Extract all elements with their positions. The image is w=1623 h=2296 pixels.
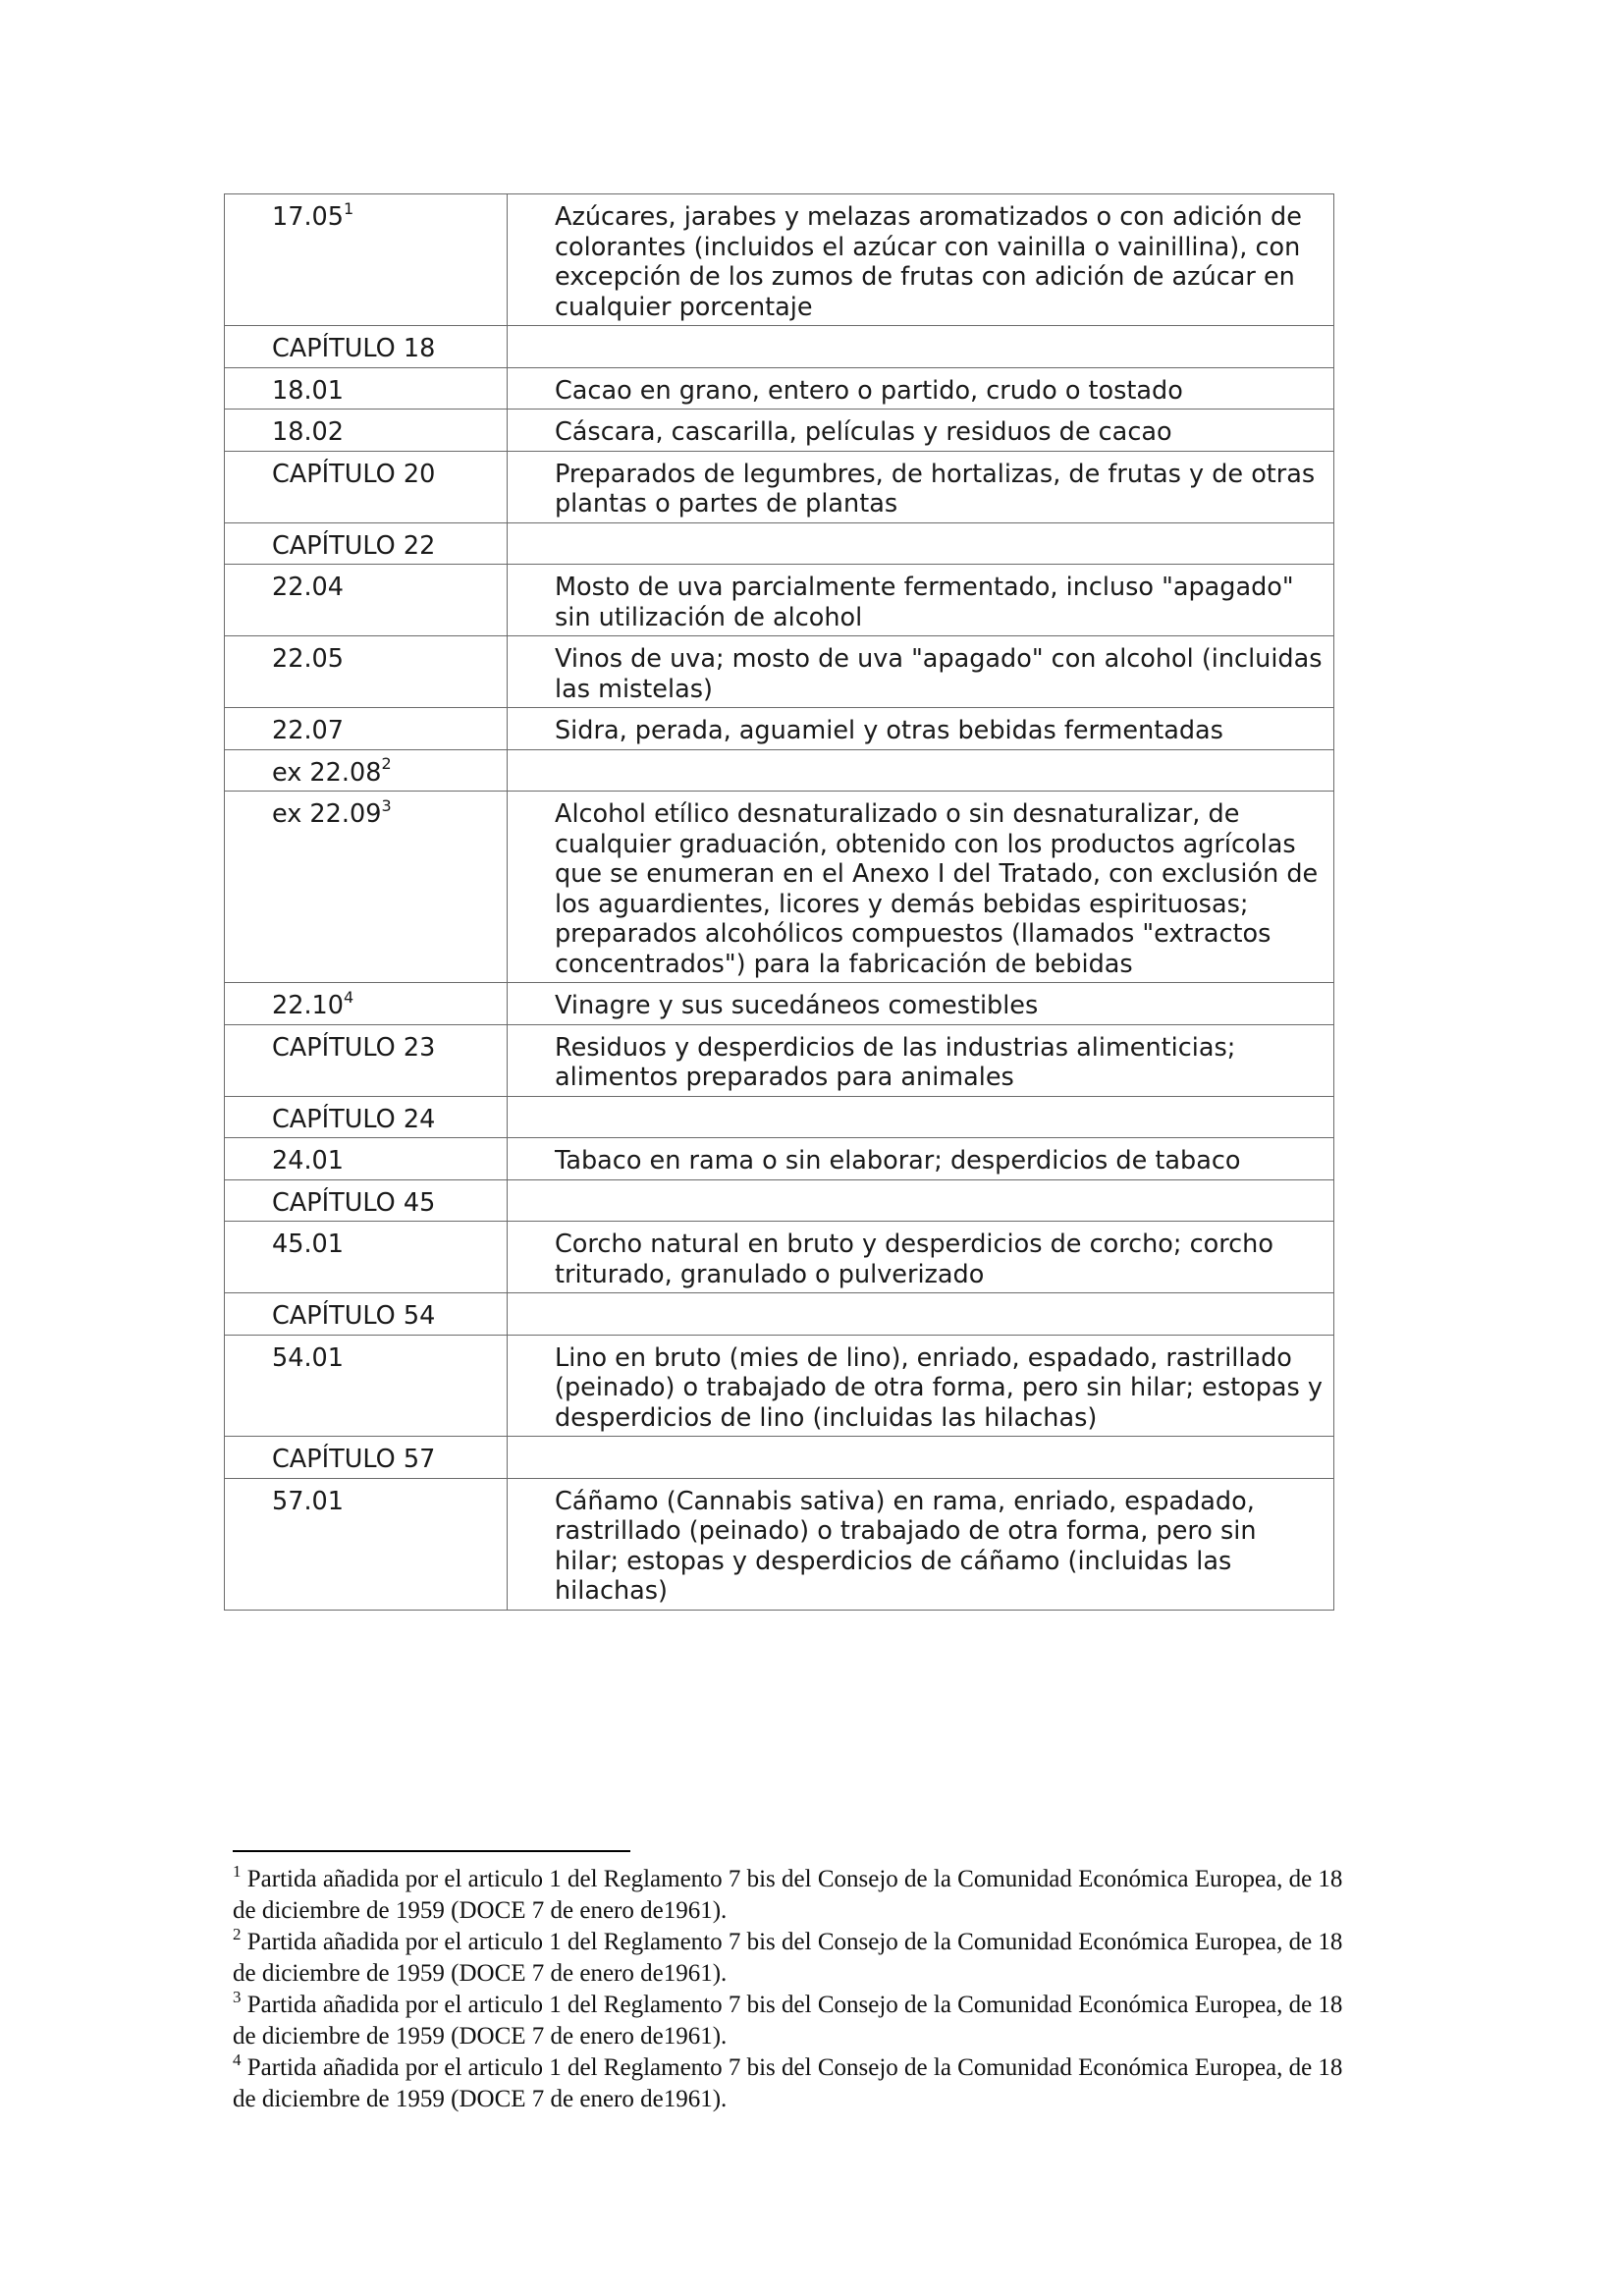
heading-code-cell [225, 451, 508, 522]
description-cell [508, 983, 1334, 1025]
footnote-number: 2 [233, 1924, 242, 1943]
table-row [225, 1437, 1334, 1479]
heading-code-cell [225, 522, 508, 565]
heading-code: CAPÍTULO 22 [272, 530, 436, 561]
description-cell [508, 522, 1334, 565]
description-cell [508, 1293, 1334, 1336]
heading-code-cell [225, 708, 508, 750]
table-row [225, 1478, 1334, 1610]
heading-code-cell [225, 749, 508, 792]
heading-code-cell [225, 565, 508, 636]
footnote [233, 1987, 1362, 2052]
table-row [225, 1222, 1334, 1293]
heading-code: 57.01 [272, 1486, 345, 1516]
description-cell [508, 194, 1334, 326]
description-cell [508, 1024, 1334, 1096]
description-cell [508, 410, 1334, 452]
description-text: Cáñamo (Cannabis sativa) en rama, enriado, espadado, rastrillado (peinado) o trabajado de otra forma, pero sin hilar; estopas y desperdicios de cáñamo (incluidas las hilachas) [555, 1486, 1257, 1606]
heading-code: 17.05 [272, 202, 345, 232]
description-text: Mosto de uva parcialmente fermentado, incluso "apagado" sin utilización de alcohol [555, 573, 1294, 632]
description-cell [508, 1096, 1334, 1138]
footnote-reference: 3 [381, 795, 392, 815]
footnote [233, 2052, 1362, 2115]
description-text: Lino en bruto (mies de lino), enriado, espadado, rastrillado (peinado) o trabajado de otra forma, pero sin hilar; estopas y desperdicios de lino (incluidas las hilachas) [555, 1342, 1324, 1433]
table-row [225, 565, 1334, 636]
description-cell [508, 636, 1334, 708]
description-cell [508, 1478, 1334, 1610]
heading-code-cell [225, 1437, 508, 1479]
description-cell [508, 1138, 1334, 1180]
footnote-number: 4 [233, 2050, 242, 2069]
heading-code-cell [225, 1293, 508, 1336]
table-row [225, 749, 1334, 792]
heading-code: CAPÍTULO 54 [272, 1301, 436, 1331]
footnote-number: 1 [233, 1861, 242, 1881]
heading-code-cell [225, 1179, 508, 1222]
description-cell [508, 1335, 1334, 1437]
heading-code-cell [225, 326, 508, 368]
heading-code: 22.05 [272, 644, 345, 674]
description-text: Cacao en grano, entero o partido, crudo o tostado [555, 375, 1183, 406]
footnote-number: 3 [233, 1987, 242, 2006]
heading-code: CAPÍTULO 57 [272, 1445, 436, 1474]
table-row [225, 708, 1334, 750]
heading-code: ex 22.09 [272, 799, 382, 829]
heading-code: 18.01 [272, 375, 345, 406]
description-cell [508, 367, 1334, 410]
tariff-table-body [225, 194, 1334, 1611]
table-row [225, 792, 1334, 983]
table-row [225, 1024, 1334, 1096]
heading-code-cell [225, 1335, 508, 1437]
table-row [225, 522, 1334, 565]
description-cell [508, 451, 1334, 522]
description-text: Residuos y desperdicios de las industrias alimenticias; alimentos preparados para animales [555, 1032, 1236, 1092]
description-text: Cáscara, cascarilla, películas y residuos de cacao [555, 417, 1172, 447]
table-row [225, 1096, 1334, 1138]
heading-code: 18.02 [272, 417, 345, 447]
heading-code: CAPÍTULO 18 [272, 334, 436, 363]
footnote [233, 1861, 1362, 1927]
description-cell [508, 1437, 1334, 1479]
heading-code-cell [225, 367, 508, 410]
heading-code: ex 22.08 [272, 757, 382, 788]
heading-code-cell [225, 1478, 508, 1610]
description-cell [508, 1179, 1334, 1222]
heading-code-cell [225, 792, 508, 983]
table-row [225, 1293, 1334, 1336]
heading-code: 22.04 [272, 573, 345, 602]
description-text: Sidra, perada, aguamiel y otras bebidas fermentadas [555, 716, 1223, 745]
tariff-table [224, 193, 1334, 1611]
footnotes [233, 1861, 1362, 2115]
heading-code: 45.01 [272, 1230, 345, 1259]
heading-code: CAPÍTULO 24 [272, 1104, 436, 1134]
table-row [225, 1179, 1334, 1222]
table-row [225, 636, 1334, 708]
table-row [225, 326, 1334, 368]
footnote [233, 1924, 1362, 1990]
footnote-text: Partida añadida por el articulo 1 del Reglamento 7 bis del Consejo de la Comunidad Económica Europea, de 18 de diciembre de 1959 (DOCE 7 de enero de1961). [233, 2054, 1343, 2112]
description-text: Corcho natural en bruto y desperdicios de corcho; corcho triturado, granulado o pulverizado [555, 1230, 1273, 1289]
table-row [225, 983, 1334, 1025]
description-cell [508, 326, 1334, 368]
footnote-text: Partida añadida por el articulo 1 del Reglamento 7 bis del Consejo de la Comunidad Económica Europea, de 18 de diciembre de 1959 (DOCE 7 de enero de1961). [233, 1992, 1343, 2050]
heading-code-cell [225, 636, 508, 708]
heading-code-cell [225, 1024, 508, 1096]
description-cell [508, 1222, 1334, 1293]
heading-code-cell [225, 410, 508, 452]
table-row [225, 367, 1334, 410]
heading-code: CAPÍTULO 23 [272, 1032, 436, 1063]
footnote-reference: 1 [344, 198, 354, 218]
description-cell [508, 792, 1334, 983]
description-text: Preparados de legumbres, de hortalizas, de frutas y de otras plantas o partes de plantas [555, 459, 1316, 519]
heading-code-cell [225, 1138, 508, 1180]
description-text: Alcohol etílico desnaturalizado o sin desnaturalizar, de cualquier graduación, obtenido con los productos agrícolas que se enumeran en el Anexo I del Tratado, con exclusión de los aguardientes, licores y demás bebidas espirituosas; preparados alcohólicos compuestos (llamados "extractos concentrados") para la fabricación de bebidas [555, 799, 1319, 979]
description-text: Vinagre y sus sucedáneos comestibles [555, 991, 1039, 1020]
heading-code-cell [225, 1222, 508, 1293]
footnote-text: Partida añadida por el articulo 1 del Reglamento 7 bis del Consejo de la Comunidad Económica Europea, de 18 de diciembre de 1959 (DOCE 7 de enero de1961). [233, 1866, 1343, 1924]
description-cell [508, 565, 1334, 636]
heading-code: 22.10 [272, 991, 345, 1020]
description-text: Vinos de uva; mosto de uva "apagado" con alcohol (incluidas las mistelas) [555, 644, 1323, 704]
heading-code: 24.01 [272, 1146, 345, 1175]
heading-code-cell [225, 983, 508, 1025]
heading-code: 22.07 [272, 716, 345, 745]
heading-code: CAPÍTULO 45 [272, 1187, 436, 1218]
footnote-separator [233, 1850, 630, 1852]
table-row [225, 1335, 1334, 1437]
description-text: Azúcares, jarabes y melazas aromatizados o con adición de colorantes (incluidos el azúcar con vainilla o vainillina), con excepción de los zumos de frutas con adición de azúcar en cualquier porcentaje [555, 202, 1302, 322]
table-row [225, 451, 1334, 522]
footnote-reference: 4 [344, 987, 354, 1007]
table-row [225, 410, 1334, 452]
description-cell [508, 749, 1334, 792]
heading-code: 54.01 [272, 1342, 345, 1373]
description-text: Tabaco en rama o sin elaborar; desperdicios de tabaco [555, 1146, 1241, 1175]
heading-code-cell [225, 194, 508, 326]
footnote-text: Partida añadida por el articulo 1 del Reglamento 7 bis del Consejo de la Comunidad Económica Europea, de 18 de diciembre de 1959 (DOCE 7 de enero de1961). [233, 1929, 1343, 1987]
heading-code: CAPÍTULO 20 [272, 459, 436, 489]
footnote-reference: 2 [381, 754, 392, 773]
table-row [225, 194, 1334, 326]
heading-code-cell [225, 1096, 508, 1138]
description-cell [508, 708, 1334, 750]
table-row [225, 1138, 1334, 1180]
